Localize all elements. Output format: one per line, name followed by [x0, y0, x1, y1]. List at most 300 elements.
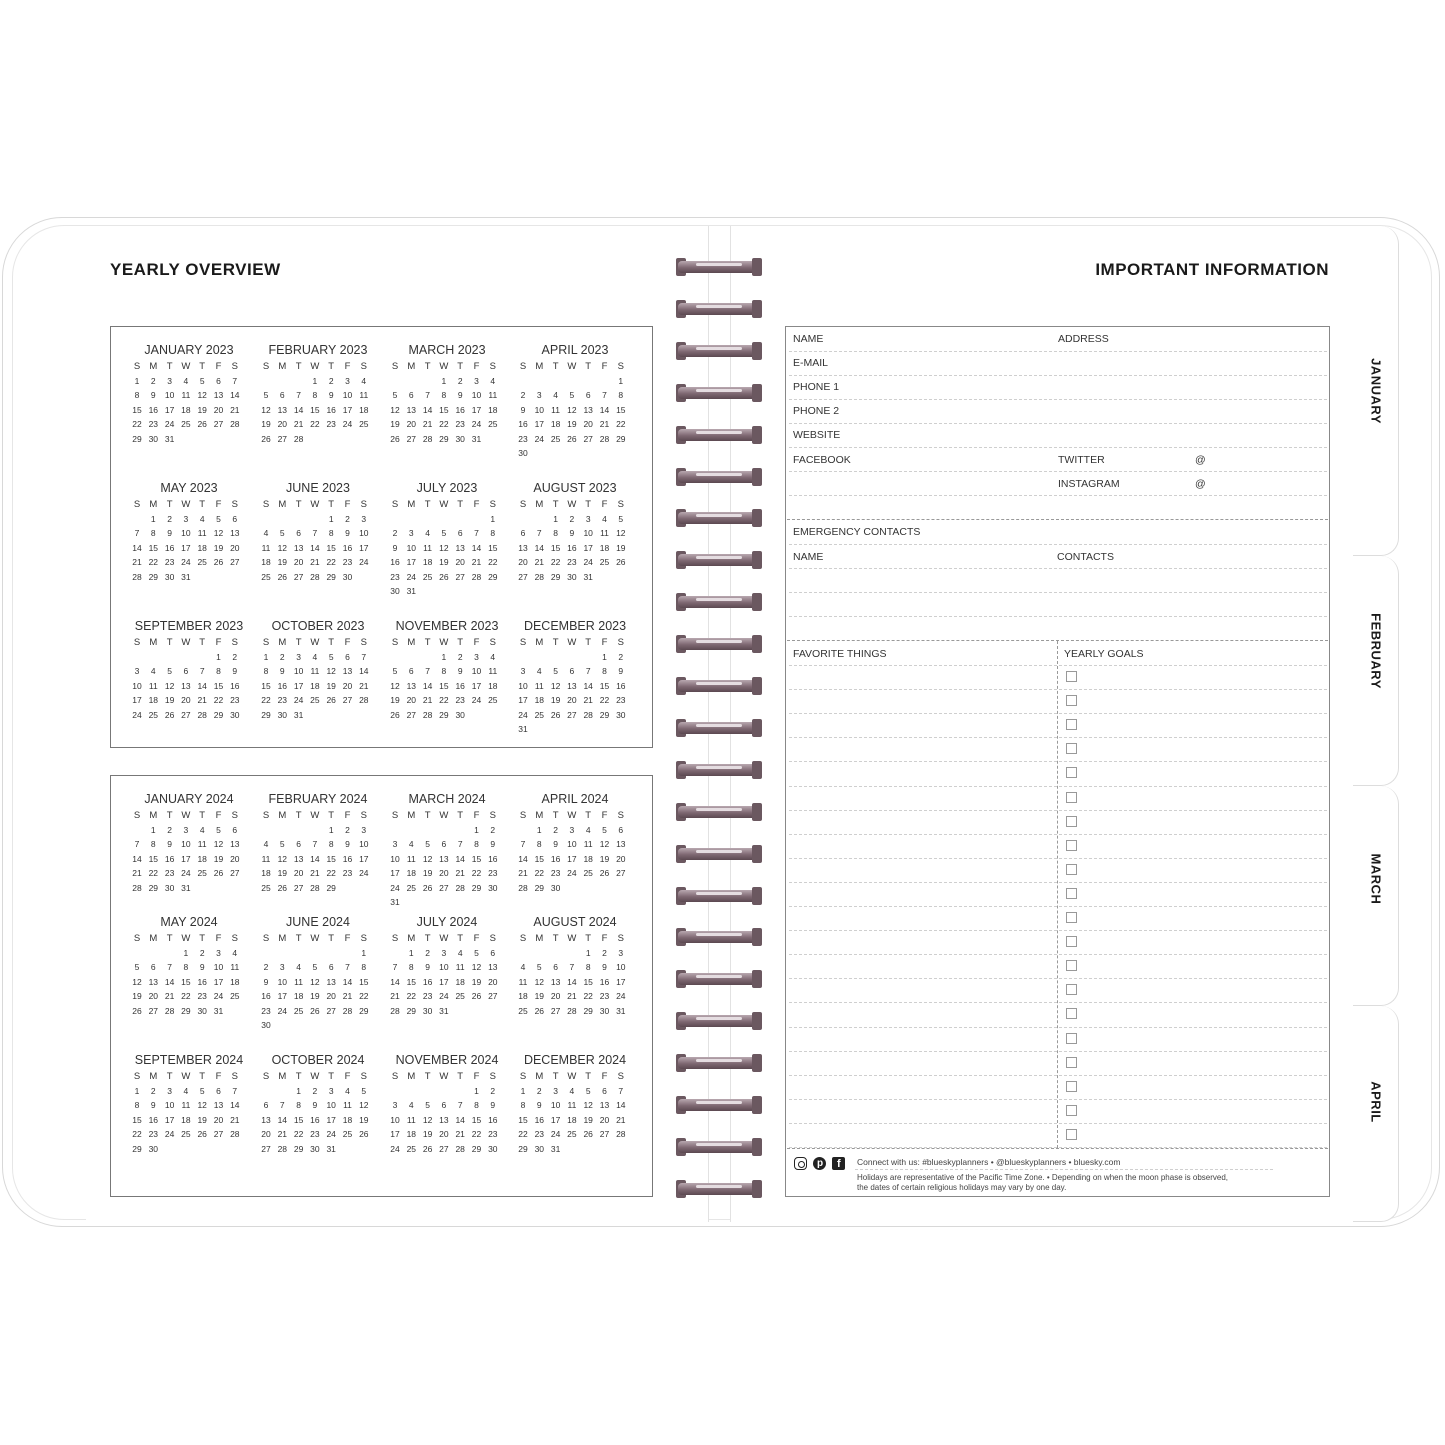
divider	[789, 568, 1327, 569]
day-number: 24	[390, 882, 400, 893]
weekday-letter: T	[166, 499, 173, 510]
weekday-letter: S	[262, 933, 270, 944]
day-number: 21	[132, 557, 142, 568]
day-number: 6	[569, 666, 575, 677]
day-number: 7	[312, 839, 318, 850]
day-number: 11	[423, 542, 432, 553]
day-number: 25	[261, 882, 271, 893]
weekday-letter: T	[457, 499, 464, 510]
weekday-letter: T	[424, 933, 431, 944]
day-number: 13	[230, 839, 240, 850]
list-line	[789, 1075, 1327, 1076]
day-number: 12	[616, 528, 626, 539]
day-number: 8	[361, 962, 367, 973]
day-number: 27	[277, 433, 288, 444]
week-row	[515, 434, 627, 448]
day-number: 10	[164, 1100, 175, 1111]
day-number: 6	[585, 390, 591, 401]
day-number: 11	[197, 839, 207, 850]
week-row	[387, 681, 499, 695]
weekday-letter: M	[278, 933, 287, 944]
day-number: 19	[213, 542, 224, 553]
day-number: 6	[441, 839, 447, 850]
week-row	[258, 868, 370, 882]
tab-february[interactable]	[1353, 556, 1399, 786]
day-number: 17	[132, 695, 142, 706]
month-title: NOVEMBER 2023	[395, 619, 499, 633]
day-number: 4	[585, 825, 591, 835]
weekday-letter: F	[344, 810, 351, 821]
tab-january[interactable]	[1353, 226, 1399, 556]
week-row	[515, 1129, 627, 1143]
day-number: 19	[277, 868, 288, 879]
day-number: 31	[518, 724, 528, 734]
day-number: 20	[326, 991, 336, 1002]
weekday-letter: W	[567, 499, 577, 510]
day-number: 1	[328, 514, 334, 524]
weekday-header	[515, 1071, 627, 1085]
goal-checkbox[interactable]	[1066, 864, 1077, 875]
day-number: 25	[181, 419, 191, 430]
day-number: 21	[277, 1129, 288, 1140]
week-row	[129, 390, 241, 404]
day-number: 13	[518, 542, 528, 553]
footer-divider	[855, 1169, 1273, 1170]
week-row	[129, 681, 241, 695]
week-row	[129, 1100, 241, 1114]
weekday-letter: S	[519, 361, 527, 372]
day-number: 29	[518, 1143, 528, 1154]
day-number: 25	[342, 1129, 353, 1140]
section-divider	[787, 1148, 1328, 1149]
day-number: 31	[293, 709, 304, 720]
week-row	[129, 376, 241, 390]
day-number: 22	[148, 868, 159, 879]
spiral-ring	[676, 633, 762, 655]
day-number: 7	[134, 839, 140, 850]
week-row	[258, 666, 370, 680]
week-row	[515, 839, 627, 853]
weekday-header	[258, 933, 370, 947]
day-number: 11	[455, 962, 465, 973]
ring-part	[752, 887, 762, 905]
day-number: 5	[392, 666, 398, 677]
list-line	[789, 930, 1327, 931]
day-number: 17	[390, 868, 400, 879]
week-row	[515, 652, 627, 666]
week-row	[387, 572, 499, 586]
day-number: 17	[213, 976, 224, 987]
day-number: 28	[455, 1143, 465, 1154]
day-number: 29	[488, 571, 498, 582]
day-number: 12	[390, 404, 400, 415]
weekday-letter: T	[199, 1071, 206, 1082]
weekday-letter: W	[567, 361, 577, 372]
day-number: 5	[569, 390, 575, 401]
month-title: JANUARY 2023	[144, 343, 234, 357]
week-row	[258, 434, 370, 448]
goal-checkbox[interactable]	[1066, 960, 1077, 971]
ring-part	[696, 975, 742, 978]
day-number: 17	[583, 542, 593, 553]
weekday-letter: F	[473, 637, 480, 648]
day-number: 14	[471, 542, 482, 553]
day-number: 14	[599, 404, 610, 415]
day-number: 1	[150, 825, 156, 835]
weekday-header	[129, 810, 241, 824]
weekday-letter: S	[617, 1071, 624, 1082]
ring-part	[696, 305, 742, 308]
day-number: 9	[312, 1100, 318, 1111]
day-number: 1	[536, 825, 542, 835]
day-number: 16	[550, 853, 561, 864]
day-number: 6	[216, 376, 221, 386]
goal-checkbox[interactable]	[1066, 671, 1077, 682]
day-number: 12	[359, 1100, 369, 1111]
day-number: 22	[471, 1129, 482, 1140]
day-number: 2	[457, 376, 463, 386]
month-title: APRIL 2024	[541, 792, 609, 806]
day-number: 4	[408, 1100, 414, 1111]
weekday-letter: T	[328, 810, 335, 821]
divider	[789, 423, 1327, 424]
tab-march[interactable]	[1353, 786, 1399, 1006]
day-number: 24	[164, 1129, 175, 1140]
day-number: 15	[326, 542, 336, 553]
week-row	[129, 977, 241, 991]
goal-checkbox[interactable]	[1066, 936, 1077, 947]
weekday-letter: W	[439, 361, 449, 372]
day-number: 1	[150, 514, 156, 524]
day-number: 8	[618, 390, 624, 401]
week-row	[129, 557, 241, 571]
goal-checkbox[interactable]	[1066, 767, 1077, 778]
ring-part	[752, 551, 762, 569]
day-number: 2	[345, 514, 350, 524]
list-line	[789, 810, 1327, 811]
day-number: 7	[296, 390, 301, 401]
weekday-header	[515, 637, 627, 651]
day-number: 1	[328, 825, 334, 835]
week-row	[129, 991, 241, 1005]
month-tabs	[1353, 226, 1399, 1222]
weekday-header	[387, 933, 499, 947]
twitter-at: @	[1195, 454, 1206, 466]
goal-checkbox[interactable]	[1066, 1057, 1077, 1068]
day-number: 23	[534, 1129, 545, 1140]
day-number: 20	[616, 853, 626, 864]
weekday-letter: M	[535, 810, 544, 821]
day-number: 23	[550, 868, 561, 879]
month-title: FEBRUARY 2024	[268, 792, 368, 806]
day-number: 7	[361, 652, 367, 662]
day-number: 9	[490, 1100, 496, 1111]
weekday-letter: T	[585, 499, 592, 510]
day-number: 13	[261, 1114, 271, 1125]
day-number: 22	[148, 557, 159, 568]
day-number: 7	[199, 666, 205, 677]
weekday-letter: S	[133, 810, 141, 821]
day-number: 26	[261, 433, 271, 444]
day-number: 2	[457, 652, 463, 662]
goal-checkbox[interactable]	[1066, 1008, 1077, 1019]
day-number: 17	[567, 853, 577, 864]
weekday-letter: T	[585, 810, 592, 821]
day-number: 2	[167, 825, 172, 835]
ring-part	[696, 1059, 742, 1062]
divider	[789, 471, 1327, 472]
weekday-letter: W	[439, 1071, 449, 1082]
day-number: 2	[150, 1086, 156, 1096]
day-number: 18	[230, 976, 240, 987]
week-row	[129, 710, 241, 724]
week-row	[515, 543, 627, 557]
day-number: 16	[326, 404, 336, 415]
day-number: 18	[599, 542, 610, 553]
ring-part	[752, 635, 762, 653]
week-row	[129, 883, 241, 897]
day-number: 26	[534, 1005, 545, 1016]
weekday-letter: W	[439, 637, 449, 648]
day-number: 26	[197, 419, 207, 430]
day-number: 30	[455, 433, 465, 444]
day-number: 1	[134, 376, 140, 386]
day-number: 10	[277, 976, 288, 987]
week-row	[387, 543, 499, 557]
day-number: 19	[583, 1114, 593, 1125]
day-number: 30	[148, 433, 159, 444]
weekday-letter: S	[617, 361, 624, 372]
weekday-letter: T	[585, 933, 592, 944]
goal-checkbox[interactable]	[1066, 888, 1077, 899]
day-number: 11	[310, 666, 320, 677]
day-number: 17	[359, 853, 369, 864]
spiral-ring	[676, 382, 762, 404]
day-number: 21	[422, 695, 433, 706]
goal-checkbox[interactable]	[1066, 743, 1077, 754]
day-number: 26	[213, 868, 224, 879]
day-number: 7	[457, 839, 463, 850]
day-number: 30	[261, 1020, 271, 1030]
day-number: 26	[550, 709, 561, 720]
spiral-ring	[676, 1094, 762, 1116]
day-number: 8	[441, 390, 447, 401]
day-number: 3	[183, 514, 189, 524]
day-number: 20	[567, 695, 577, 706]
month-title: MAY 2023	[160, 481, 218, 495]
day-number: 25	[455, 991, 465, 1002]
day-number: 6	[618, 825, 624, 835]
weekday-letter: S	[617, 637, 624, 648]
day-number: 16	[518, 419, 528, 430]
divider	[789, 447, 1327, 448]
weekday-header	[387, 637, 499, 651]
week-row	[129, 1115, 241, 1129]
emergency-contacts-heading: EMERGENCY CONTACTS	[793, 526, 921, 538]
week-row	[387, 652, 499, 666]
week-row	[515, 514, 627, 528]
day-number: 3	[520, 666, 526, 677]
day-number: 20	[342, 680, 353, 691]
month-title: MARCH 2023	[408, 343, 486, 357]
day-number: 9	[569, 528, 575, 539]
day-number: 8	[150, 528, 156, 539]
day-number: 8	[216, 666, 221, 677]
week-row	[129, 962, 241, 976]
day-number: 12	[213, 528, 224, 539]
day-number: 11	[197, 528, 207, 539]
list-line	[789, 761, 1327, 762]
weekday-letter: S	[391, 810, 399, 821]
week-row	[515, 948, 627, 962]
day-number: 14	[310, 853, 320, 864]
day-number: 31	[616, 1005, 626, 1016]
week-row	[387, 1115, 499, 1129]
day-number: 17	[326, 1114, 336, 1125]
day-number: 26	[616, 557, 626, 568]
goal-checkbox[interactable]	[1066, 912, 1077, 923]
day-number: 27	[439, 1143, 449, 1154]
day-number: 11	[488, 390, 498, 401]
weekday-letter: S	[262, 1071, 270, 1082]
divider	[789, 351, 1327, 352]
weekday-letter: W	[310, 1071, 320, 1082]
goal-checkbox[interactable]	[1066, 1129, 1077, 1140]
day-number: 2	[490, 1086, 496, 1096]
day-number: 15	[534, 853, 545, 864]
address-label: ADDRESS	[1058, 333, 1109, 345]
day-number: 4	[490, 652, 496, 662]
week-row	[387, 390, 499, 404]
day-number: 14	[455, 1114, 465, 1125]
goal-checkbox[interactable]	[1066, 695, 1077, 706]
day-number: 2	[279, 652, 285, 662]
weekday-letter: M	[278, 499, 287, 510]
week-row	[258, 1115, 370, 1129]
spiral-ring	[676, 466, 762, 488]
day-number: 25	[181, 1129, 191, 1140]
day-number: 31	[213, 1005, 224, 1016]
day-number: 15	[261, 680, 271, 691]
day-number: 16	[390, 557, 400, 568]
day-number: 4	[183, 1086, 189, 1096]
month-title: FEBRUARY 2023	[268, 343, 368, 357]
list-line	[789, 713, 1327, 714]
day-number: 19	[567, 419, 577, 430]
day-number: 16	[534, 1114, 545, 1125]
goal-checkbox[interactable]	[1066, 816, 1077, 827]
day-number: 30	[534, 1143, 545, 1154]
week-row	[387, 528, 499, 542]
day-number: 9	[167, 528, 172, 539]
day-number: 31	[326, 1143, 336, 1154]
day-number: 25	[518, 1005, 528, 1016]
day-number: 6	[183, 666, 189, 677]
day-number: 12	[550, 680, 561, 691]
goal-checkbox[interactable]	[1066, 984, 1077, 995]
day-number: 16	[455, 404, 465, 415]
weekday-letter: S	[519, 1071, 527, 1082]
goal-checkbox[interactable]	[1066, 792, 1077, 803]
day-number: 15	[599, 680, 610, 691]
day-number: 29	[148, 571, 159, 582]
day-number: 13	[230, 528, 240, 539]
week-row	[515, 1115, 627, 1129]
day-number: 30	[488, 1143, 498, 1154]
weekday-letter: S	[360, 933, 367, 944]
week-row	[258, 1129, 370, 1143]
goal-checkbox[interactable]	[1066, 1105, 1077, 1116]
day-number: 9	[328, 390, 334, 401]
weekday-letter: F	[344, 933, 351, 944]
week-row	[258, 710, 370, 724]
day-number: 21	[455, 868, 465, 879]
yearly-goals-heading: YEARLY GOALS	[1064, 648, 1144, 660]
day-number: 29	[599, 709, 610, 720]
day-number: 20	[550, 991, 561, 1002]
weekday-letter: M	[149, 637, 158, 648]
goal-checkbox[interactable]	[1066, 1081, 1077, 1092]
emergency-contacts-label: CONTACTS	[1057, 551, 1114, 563]
weekday-letter: W	[567, 810, 577, 821]
goal-checkbox[interactable]	[1066, 1033, 1077, 1044]
day-number: 3	[569, 825, 575, 835]
week-row	[258, 1086, 370, 1100]
week-row	[258, 695, 370, 709]
day-number: 20	[599, 1114, 610, 1125]
weekday-letter: F	[344, 499, 351, 510]
weekday-letter: S	[231, 933, 238, 944]
tab-april[interactable]	[1353, 1006, 1399, 1222]
day-number: 16	[230, 680, 240, 691]
day-number: 25	[534, 709, 545, 720]
day-number: 25	[261, 571, 271, 582]
week-row	[515, 1086, 627, 1100]
month-title: JUNE 2024	[286, 915, 350, 929]
goal-checkbox[interactable]	[1066, 719, 1077, 730]
day-number: 10	[550, 1100, 561, 1111]
ring-part	[752, 803, 762, 821]
day-number: 15	[616, 404, 626, 415]
day-number: 27	[261, 1143, 271, 1154]
list-line	[789, 858, 1327, 859]
week-row	[387, 695, 499, 709]
day-number: 7	[474, 528, 479, 539]
week-row	[387, 405, 499, 419]
goal-checkbox[interactable]	[1066, 840, 1077, 851]
day-number: 12	[390, 680, 400, 691]
weekday-letter: S	[360, 499, 367, 510]
day-number: 21	[471, 557, 482, 568]
ring-part	[696, 933, 742, 936]
day-number: 25	[359, 419, 369, 430]
day-number: 12	[599, 839, 610, 850]
day-number: 17	[616, 976, 626, 987]
weekday-letter: F	[473, 810, 480, 821]
day-number: 11	[261, 542, 271, 553]
day-number: 14	[455, 853, 465, 864]
weekday-letter: T	[328, 933, 335, 944]
spiral-ring	[676, 340, 762, 362]
day-number: 7	[167, 962, 172, 973]
calendar-2024	[110, 775, 653, 1197]
weekday-letter: T	[166, 1071, 173, 1082]
day-number: 7	[618, 1086, 624, 1096]
day-number: 3	[345, 376, 350, 386]
day-number: 24	[583, 557, 593, 568]
weekday-letter: S	[360, 1071, 367, 1082]
list-line	[789, 1123, 1327, 1124]
